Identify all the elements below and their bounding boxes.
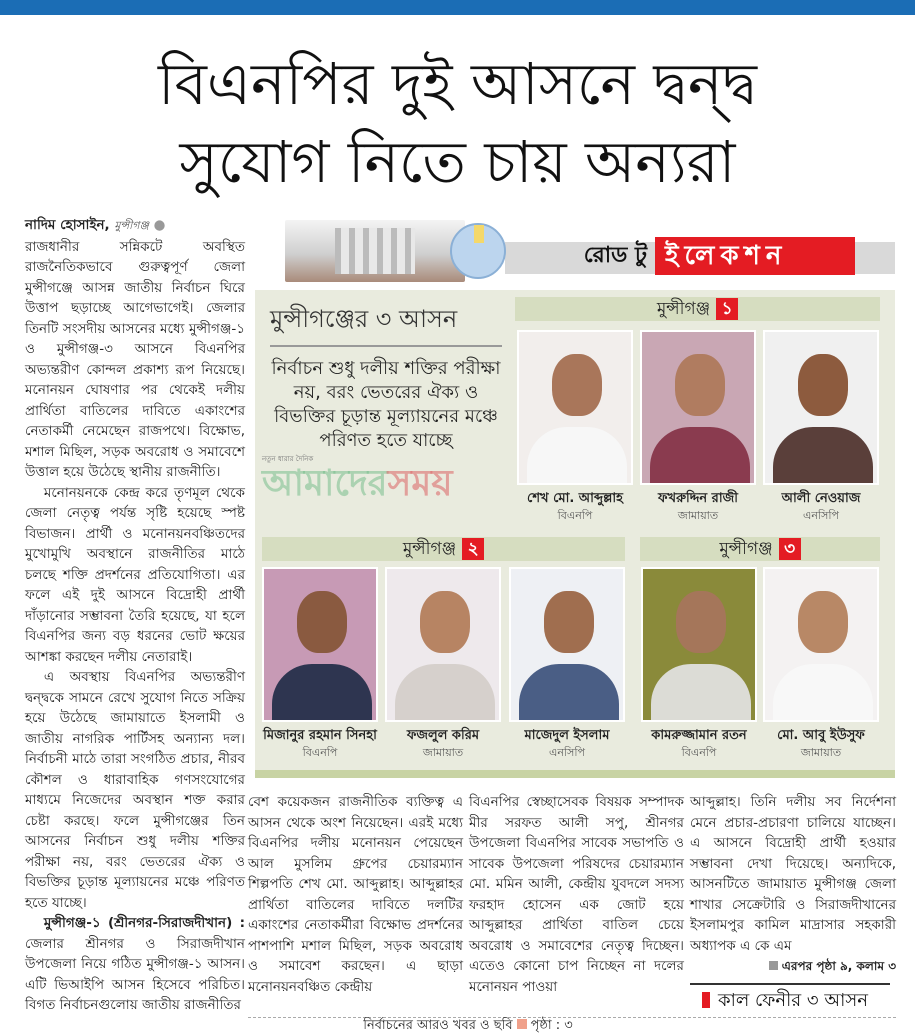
candidate-party: জামায়াত bbox=[422, 746, 464, 759]
candidate-name: শেখ মো. আব্দুল্লাহ bbox=[527, 491, 623, 506]
article-paragraph: জেলার শ্রীনগর ও সিরাজদীখান উপজেলা নিয়ে গঠিত মুন্সীগঞ্জ-১ আসন। এটি ভিআইপি আসন হিসেবে পরিচিত। বিগত নির্বাচনগুলোয় জাতীয় রাজনীতির bbox=[25, 935, 245, 1013]
byline-location: মুন্সীগঞ্জ bbox=[114, 219, 149, 232]
headline bbox=[20, 48, 895, 198]
article-paragraph: রাজধানীর সন্নিকটে অবস্থিত রাজনৈতিকভাবে গুরুত্বপূর্ণ জেলা মুন্সীগঞ্জে আসন্ন জাতীয় নির্বাচন ঘিরে উত্তাপ ছড়াচ্ছে আগেভাগেই। জেলার তিনটি সংসদীয় আসনের মধ্যে মুন্সীগঞ্জ-১ ও মুন্সীগঞ্জ-৩ আসনে বিএনপির অভ্যন্তরীণ কোন্দল প্রকাশ্য রূপ নিয়েছে। মনোনয়ন ঘোষণার পর থেকেই দলীয় প্রার্থিতা বাতিলের দাবিতে একাংশের নেতাকর্মী নেমেছেন রাজপথে। বিক্ষোভ, মশাল মিছিল, সড়ক অবরোধ ও সমাবেশে উত্তাল হয়ে উঠেছে স্থানীয় রাজনীতি। bbox=[25, 238, 245, 480]
candidate-name: কামরুজ্জামান রতন bbox=[651, 728, 747, 743]
candidate-card bbox=[262, 567, 378, 760]
road-to-label: রোড টু bbox=[583, 242, 647, 268]
candidate-photo bbox=[385, 567, 501, 722]
candidate-card bbox=[763, 330, 879, 523]
divider bbox=[270, 345, 502, 347]
panel-title: মুন্সীগঞ্জের ৩ আসন bbox=[270, 305, 458, 333]
candidate-photo bbox=[763, 567, 879, 722]
footer-reference bbox=[248, 1018, 688, 1034]
candidate-name: আলী নেওয়াজ bbox=[781, 491, 861, 506]
red-marker-icon bbox=[702, 992, 710, 1008]
continued-text: এরপর পৃষ্ঠা ৯, কলাম ৩ bbox=[781, 959, 896, 973]
watermark-text: সময় bbox=[387, 462, 453, 504]
footer-text: নির্বাচনের আরও খবর ও ছবি bbox=[363, 1017, 513, 1033]
teaser-text: কাল ফেনীর ৩ আসন bbox=[718, 989, 868, 1011]
candidate-party: জামায়াত bbox=[800, 746, 842, 759]
panel-summary bbox=[262, 303, 510, 532]
candidate-party: জামায়াত bbox=[677, 509, 719, 522]
candidate-party: এনসিপি bbox=[549, 746, 585, 759]
divider bbox=[690, 983, 890, 985]
section-subhead: মুন্সীগঞ্জ-১ (শ্রীনগর-সিরাজদীখান) : bbox=[43, 915, 245, 931]
seat-number: ১ bbox=[716, 298, 738, 320]
seat-name: মুন্সীগঞ্জ bbox=[402, 539, 457, 559]
candidate-party: বিএনপি bbox=[681, 746, 717, 759]
watermark-tagline: নতুন ধারার দৈনিক bbox=[262, 455, 314, 463]
candidate-photo bbox=[640, 330, 756, 485]
candidate-card bbox=[509, 567, 625, 760]
road-to-election-banner bbox=[255, 215, 895, 290]
candidate-photo bbox=[763, 330, 879, 485]
seat-1-header bbox=[515, 297, 880, 321]
election-label: ইলেকশন bbox=[655, 237, 855, 275]
bullet-icon: ● bbox=[153, 217, 166, 233]
watermark-text: আমাদের bbox=[262, 462, 388, 504]
banner-text bbox=[510, 237, 855, 275]
parliament-image bbox=[285, 220, 465, 282]
candidate-name: মিজানুর রহমান সিনহা bbox=[263, 728, 377, 743]
ballot-box-icon bbox=[450, 223, 506, 279]
article-continuation bbox=[248, 792, 896, 1034]
candidate-name: ফজলুল করিম bbox=[406, 728, 480, 743]
continued-link[interactable] bbox=[690, 956, 896, 977]
footer-page: পৃষ্ঠা : ৩ bbox=[530, 1017, 573, 1033]
square-bullet-icon bbox=[517, 1019, 527, 1029]
seat-3-header bbox=[640, 537, 880, 561]
seat-number: ৩ bbox=[779, 538, 801, 560]
article-paragraph: বিএনপির স্বেচ্ছাসেবক বিষয়ক সম্পাদক মীর সরফত আলী সপু, শ্রীনগর উপজেলা বিএনপির সাবেক সভাপতি ও সাবেক উপজেলা পরিষদের চেয়ারম্যান মো. মমিন আলী, কেন্দ্রীয় যুবদলে সদস্য ফরহাদ হোসেন এক জোট হয়ে আব্দুল্লাহর প্রার্থিতা বাতিল চেয়ে অবরোধ ও সমাবেশের নেতৃত্ব দিচ্ছেন। এতেও কোনো চাপ নিচ্ছেন না দলের মনোনয়ন পাওয়া bbox=[469, 794, 684, 995]
candidate-card bbox=[385, 567, 501, 760]
headline-line-2: সুযোগ নিতে চায় অন্যরা bbox=[179, 128, 736, 196]
candidate-card bbox=[640, 330, 756, 523]
candidate-name: মাজেদুল ইসলাম bbox=[524, 728, 610, 743]
seat-2-header bbox=[262, 537, 625, 561]
square-bullet-icon bbox=[769, 961, 778, 970]
article-column-3 bbox=[469, 792, 684, 997]
byline-author: নাদিম হোসাইন, bbox=[25, 217, 110, 233]
candidate-name: মো. আবু ইউসুফ bbox=[777, 728, 865, 743]
candidate-photo bbox=[509, 567, 625, 722]
article-paragraph: এ অবস্থায় বিএনপির অভ্যন্তরীণ দ্বন্দ্বকে সামনে রেখে সুযোগ নিতে সক্রিয় হয়ে উঠেছে জামায়াতে ইসলামী ও জাতীয় নাগরিক পার্টিসহ অন্যান্য দল। নির্বাচনী মাঠে তারা সংগঠিত প্রচার, নীরব কৌশল ও ধারাবাহিক গণসংযোগের মাধ্যমে নিজেদের অবস্থান শক্ত করার চেষ্টা করছে। ফলে মুন্সীগঞ্জের তিন আসনের নির্বাচন শুধু দলীয় শক্তির পরীক্ষা নয়, বরং ভেতরের ঐক্য ও বিভক্তির চূড়ান্ত মূল্যায়নের মঞ্চে পরিণত হতে যাচ্ছে। bbox=[25, 669, 245, 911]
candidate-name: ফখরুদ্দিন রাজী bbox=[658, 491, 738, 506]
top-color-bar bbox=[0, 0, 915, 15]
seat-number: ২ bbox=[462, 538, 484, 560]
panel-quote: নির্বাচন শুধু দলীয় শক্তির পরীক্ষা নয়, বরং ভেতরের ঐক্য ও বিভক্তির চূড়ান্ত মূল্যায়নের মঞ্চে পরিণত হতে যাচ্ছে bbox=[271, 358, 501, 451]
next-episode-teaser bbox=[690, 989, 896, 1013]
candidate-card bbox=[763, 567, 879, 760]
candidate-card bbox=[641, 567, 757, 760]
candidate-party: বিএনপি bbox=[557, 509, 593, 522]
seat-name: মুন্সীগঞ্জ bbox=[719, 539, 773, 559]
candidate-card bbox=[517, 330, 633, 523]
article-paragraph: বেশ কয়েকজন রাজনীতিক ব্যক্তিত্ব এ আসন থেকে অংশ নিয়েছেন। এরই মধ্যে বিএনপির দলীয় মনোনয়ন পেয়েছেন আল মুসলিম গ্রুপের চেয়ারম্যান শিল্পপতি শেখ মো. আব্দুল্লাহ। আব্দুল্লাহর প্রার্থিতা বাতিলের দাবিতে দলটির একাংশের নেতাকর্মীরা বিক্ষোভ প্রদর্শনের পাশপাশি মশাল মিছিল, সড়ক অবরোধ ও সমাবেশ করছেন। এ ছাড়া মনোনয়নবঞ্চিত কেন্দ্রীয় bbox=[248, 794, 463, 995]
candidate-photo bbox=[262, 567, 378, 722]
article-column-1 bbox=[25, 215, 245, 1016]
candidate-party: বিএনপি bbox=[302, 746, 338, 759]
candidate-party: এনসিপি bbox=[803, 509, 839, 522]
article-column-4 bbox=[690, 792, 896, 1013]
seat-name: মুন্সীগঞ্জ bbox=[656, 299, 711, 319]
article-column-2 bbox=[248, 792, 463, 997]
headline-line-1: বিএনপির দুই আসনে দ্বন্দ্ব bbox=[158, 50, 757, 118]
article-paragraph: আব্দুল্লাহ। তিনি দলীয় সব নির্দেশনা মেনে প্রচার-প্রচারণা চালিয়ে যাচ্ছেন। এ আসনে বিদ্রোহী প্রার্থী হওয়ার সম্ভাবনা দেখা দিয়েছে। অন্যদিকে, আসনটিতে জামায়াত মুন্সীগঞ্জ জেলা শাখার সেক্রেটারি ও সিরাজদীখানের ইসলামপুর কামিল মাদ্রাসার সহকারী অধ্যাপক এ কে এম bbox=[690, 794, 896, 954]
article-paragraph: মনোনয়নকে কেন্দ্র করে তৃণমূল থেকে জেলা নেতৃত্ব পর্যন্ত সৃষ্টি হয়েছে স্পষ্ট বিভাজন। প্রার্থী ও মনোনয়নবঞ্চিতদের মুখোমুখি অবস্থানে রাজনীতির মাঠে চলছে শক্তি প্রদর্শনের প্রতিযোগিতা। এর ফলে এই দুই আসনে বিদ্রোহী প্রার্থী দাঁড়ানোর সম্ভাবনা তৈরি হয়েছে, যা হলে বিএনপির জন্য বড় ধরনের ভোট ক্ষয়ের আশঙ্কা করছেন দলীয় নেতারাই। bbox=[25, 484, 245, 665]
candidate-photo bbox=[517, 330, 633, 485]
byline bbox=[25, 215, 245, 237]
newspaper-watermark bbox=[262, 464, 453, 502]
candidate-photo bbox=[641, 567, 757, 722]
bottom-columns bbox=[248, 792, 896, 1013]
